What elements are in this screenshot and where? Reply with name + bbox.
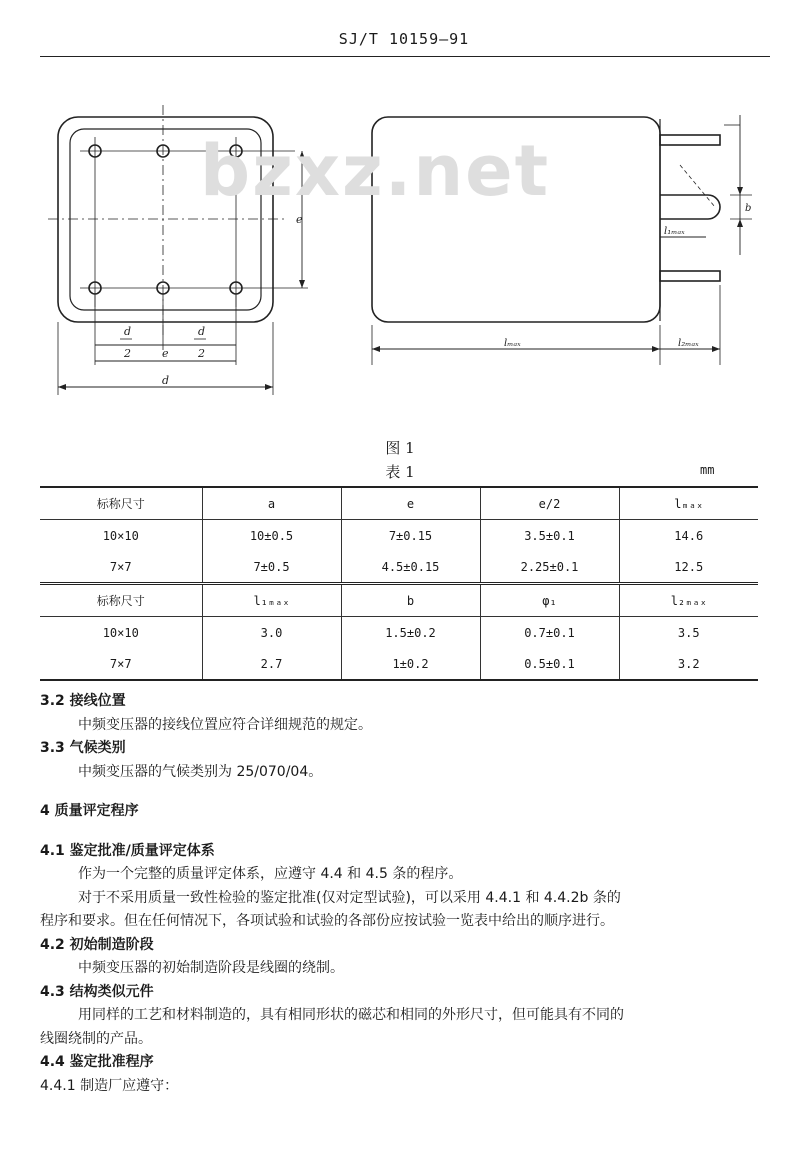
table-cell: 10±0.5	[202, 520, 341, 552]
header-cell: a	[202, 487, 341, 520]
header-cell: 标称尺寸	[40, 487, 202, 520]
label-e-horizontal: e	[162, 347, 169, 360]
body-text	[40, 690, 770, 1098]
table-row	[40, 617, 758, 649]
label-half-e-num-left: d	[124, 325, 132, 338]
paragraph: 对于不采用质量一致性检验的鉴定批准(仅对定型试验)，可以采用 4.4.1 和 4.4.2b 条的	[78, 889, 621, 906]
table-caption: 表 1	[385, 463, 415, 481]
document-header: SJ/T 10159—91	[338, 30, 470, 48]
table-header-row	[40, 487, 758, 520]
table-cell: 10×10	[102, 528, 139, 543]
table-cell: 7×7	[109, 559, 132, 574]
label-e-vertical: e	[296, 213, 303, 226]
header-cell: l₂ₘₐₓ	[619, 584, 758, 617]
section-heading: 4.1 鉴定批准/质量评定体系	[40, 842, 215, 859]
section-heading: 3.2 接线位置	[40, 693, 126, 709]
paragraph: 中频变压器的接线位置应符合详细规范的规定。	[78, 716, 372, 733]
paragraph: 用同样的工艺和材料制造的，具有相同形状的磁芯和相同的外形尺寸，但可能具有不同的	[78, 1007, 624, 1023]
label-half-e-num-right: d	[198, 325, 206, 338]
label-lmax: lₘₐₓ	[504, 338, 521, 349]
section-heading: 3.3 气候类别	[40, 740, 126, 756]
watermark: bzxz.net	[200, 130, 551, 212]
lead-top	[660, 135, 720, 145]
table-cell: 7×7	[40, 648, 202, 680]
header-cell: lₘₐₓ	[619, 487, 758, 520]
header-rule	[40, 56, 770, 57]
table-cell: 7±0.5	[202, 551, 341, 584]
table-cell: 1.5±0.2	[341, 617, 480, 649]
table-cell: 1±0.2	[341, 648, 480, 680]
section-heading: 4.4 鉴定批准程序	[40, 1054, 154, 1070]
paragraph: 作为一个完整的质量评定体系，应遵守 4.4 和 4.5 条的程序。	[78, 866, 463, 882]
label-l2max: l₂ₘₐₓ	[678, 338, 699, 349]
header-cell: e	[341, 487, 480, 520]
table-cell: 14.6	[619, 520, 758, 552]
table-cell: 3.0	[202, 617, 341, 649]
table-cell: 0.7±0.1	[480, 617, 619, 649]
subsection-heading: 4.4.1 制造厂应遵守：	[40, 1077, 179, 1094]
label-a: d	[162, 374, 170, 387]
label-b: b	[745, 203, 752, 214]
header-cell: l₁ₘₐₓ	[202, 584, 341, 617]
table-cell: 2.7	[202, 648, 341, 680]
lead-bottom	[660, 271, 720, 281]
figure-caption: 图 1	[385, 439, 415, 457]
table-cell: 3.2	[619, 648, 758, 680]
section-heading: 4.2 初始制造阶段	[40, 936, 154, 953]
dimension-table	[40, 486, 758, 681]
table-cell: 2.25±0.1	[480, 551, 619, 584]
header-cell: 标称尺寸	[40, 584, 202, 617]
paragraph: 中频变压器的气候类别为 25/070/04。	[78, 763, 323, 780]
table-header-row	[40, 584, 758, 617]
paragraph: 中频变压器的初始制造阶段是线圈的绕制。	[78, 960, 344, 976]
table-cell: 10×10	[102, 625, 139, 640]
label-half-e-den-right: 2	[198, 347, 205, 360]
table-row	[40, 520, 758, 552]
table-cell: 4.5±0.15	[341, 551, 480, 584]
table-row	[40, 648, 758, 680]
section-heading: 4.3 结构类似元件	[40, 983, 154, 1000]
table-cell: 7±0.15	[341, 520, 480, 552]
header-cell: e/2	[480, 487, 619, 520]
table-cell: 3.5	[619, 617, 758, 649]
paragraph-continuation: 线圈绕制的产品。	[40, 1030, 152, 1047]
label-half-e-den-left: 2	[124, 347, 131, 360]
paragraph-continuation: 程序和要求。但在任何情况下，各项试验和试验的各部份应按试验一览表中给出的顺序进行。	[40, 913, 614, 929]
table-cell: 12.5	[619, 551, 758, 584]
lead-middle	[660, 195, 720, 219]
table-cell: 3.5±0.1	[480, 520, 619, 552]
label-l1max: l₁ₘₐₓ	[664, 226, 685, 237]
header-cell: φ₁	[480, 584, 619, 617]
table-cell: 0.5±0.1	[480, 648, 619, 680]
header-cell: b	[341, 584, 480, 617]
chapter-heading: 4 质量评定程序	[40, 803, 139, 819]
table-row	[40, 551, 758, 584]
table-unit: mm	[700, 463, 715, 477]
